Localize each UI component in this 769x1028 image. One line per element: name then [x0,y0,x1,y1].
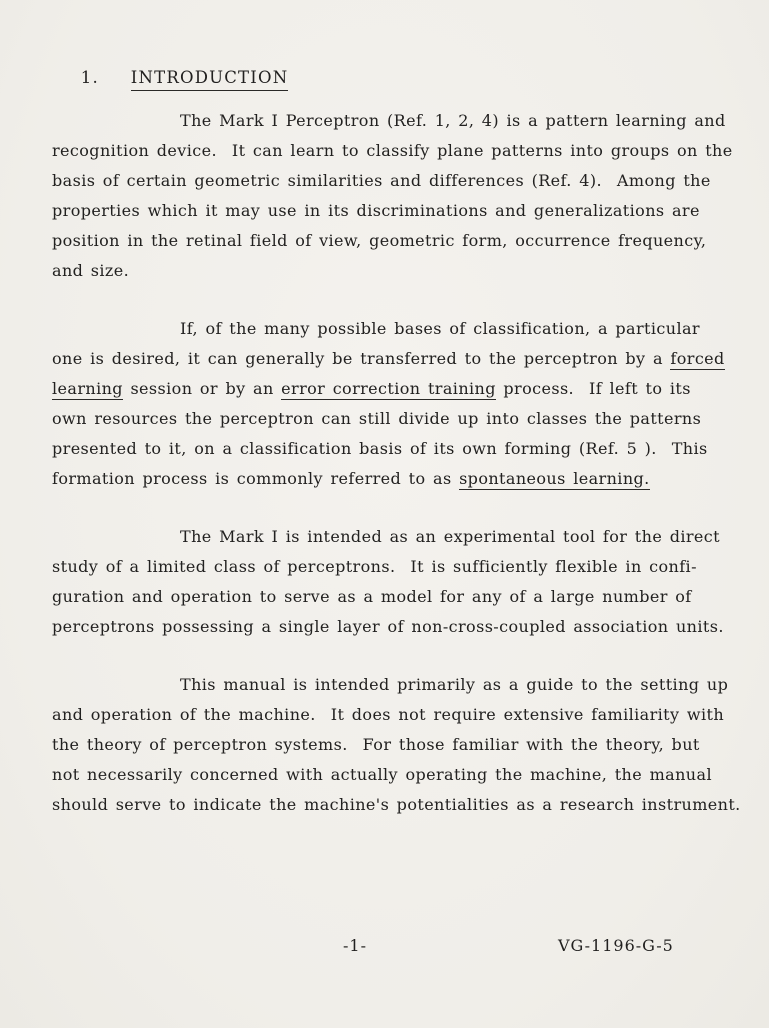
text-line [52,790,742,820]
text-segment: own resources the perceptron can still divide up into classes the patterns [52,409,702,428]
text-segment: not necessarily concerned with actually operating the machine, the manual [52,765,712,784]
page-number: -1- [343,936,367,955]
text-segment: the theory of perceptron systems. For those familiar with the theory, but [52,735,700,754]
text-segment: basis of certain geometric similarities and differences (Ref. 4). Among the [52,171,711,190]
section-heading [55,49,288,106]
document-number: VG-1196-G-5 [558,936,674,955]
paragraph [52,522,742,642]
text-line [52,552,742,582]
text-line [52,256,742,286]
text-segment: session or by an [122,379,282,398]
text-segment: This manual is intended primarily as a guide to the setting up [180,675,729,694]
paragraph [52,314,742,494]
paragraph [52,670,742,820]
underlined-term: forced [670,349,725,368]
text-line [52,612,742,642]
section-title: INTRODUCTION [131,68,289,91]
text-line [52,404,742,434]
text-line [52,136,742,166]
text-segment: and size. [52,261,130,280]
underlined-term: learning [52,379,123,398]
document-body [52,106,742,848]
text-segment: properties which it may use in its discriminations and generalizations are [52,201,700,220]
text-segment: and operation of the machine. It does not require extensive familiarity with [52,705,725,724]
text-line [52,314,742,344]
text-line [52,166,742,196]
underlined-term: error correction training [281,379,496,398]
text-segment: The Mark I is intended as an experimental tool for the direct [180,527,720,546]
text-segment: recognition device. It can learn to classify plane patterns into groups on the [52,141,733,160]
text-segment: one is desired, it can generally be transferred to the perceptron by a [52,349,671,368]
underlined-term: spontaneous learning. [459,469,650,488]
text-segment: perceptrons possessing a single layer of non-cross-coupled association units. [52,617,724,636]
text-line [52,464,742,494]
text-line [52,522,742,552]
text-segment: presented to it, on a classification basis of its own forming (Ref. 5 ). This [52,439,708,458]
text-segment: should serve to indicate the machine's potentialities as a research instrument. [52,795,741,814]
text-segment: The Mark I Perceptron (Ref. 1, 2, 4) is a pattern learning and [180,111,726,130]
text-segment: formation process is commonly referred to as [52,469,460,488]
text-line [52,760,742,790]
text-segment: guration and operation to serve as a model for any of a large number of [52,587,692,606]
text-line [52,434,742,464]
text-line [52,226,742,256]
text-line [52,374,742,404]
text-line [52,344,742,374]
text-segment: study of a limited class of perceptrons. It is sufficiently flexible in confi- [52,557,697,576]
text-line [52,106,742,136]
text-line [52,582,742,612]
text-segment: If, of the many possible bases of classification, a particular [180,319,700,338]
text-segment: process. If left to its [495,379,691,398]
text-line [52,700,742,730]
text-segment: position in the retinal field of view, geometric form, occurrence frequency, [52,231,707,250]
paragraph [52,106,742,286]
section-number: 1. [80,68,99,87]
text-line [52,196,742,226]
text-line [52,730,742,760]
text-line [52,670,742,700]
